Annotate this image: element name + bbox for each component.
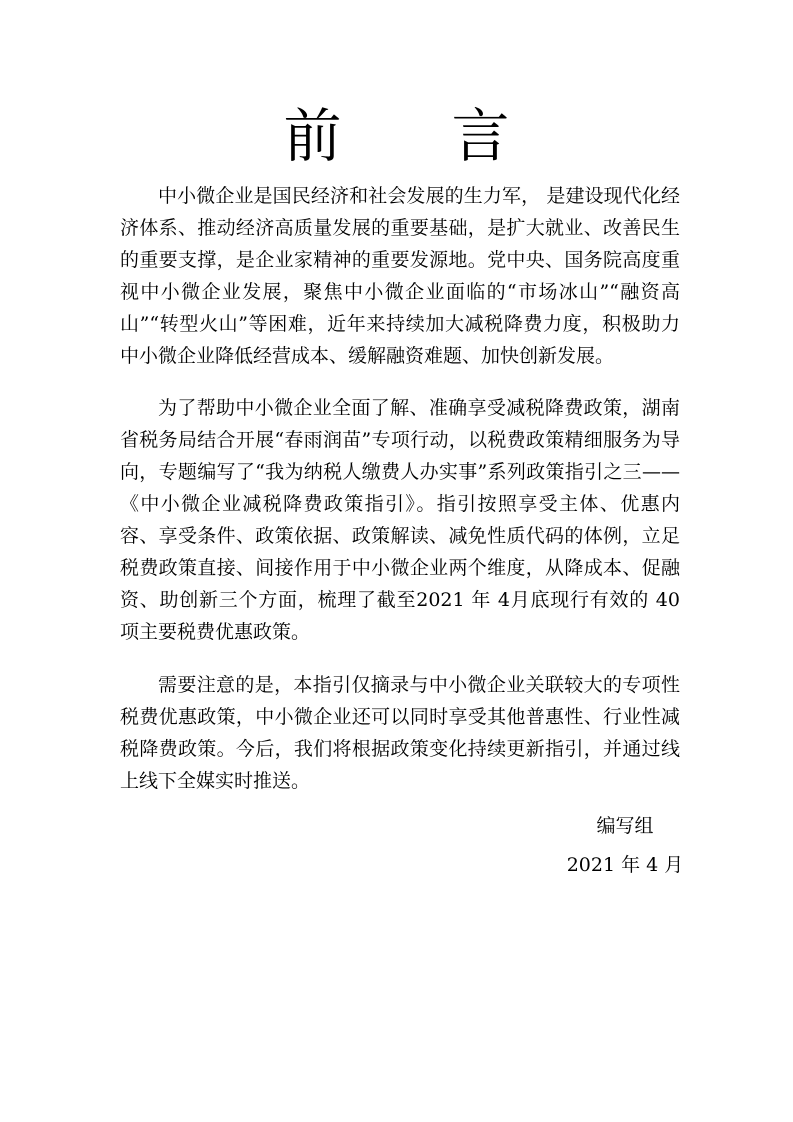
paragraph-3: 需要注意的是，本指引仅摘录与中小微企业关联较大的专项性税费优惠政策，中小微企业还可以同时享受其他普惠性、行业性减税降费政策。今后，我们将根据政策变化持续更新指引，并通过线上线下全媒实时推送。	[120, 674, 680, 792]
title-char-2: 言	[451, 102, 510, 170]
paragraph-2: 为了帮助中小微企业全面了解、准确享受减税降费政策，湖南省税务局结合开展“春雨润苗”专项行动，以税费政策精细服务为导向，专题编写了“我为纳税人缴费人办实事”系列政策指引之三——《中小微企业减税降费政策指引》。指引按照享受主体、优惠内容、享受条件、政策依据、政策解读、减免性质代码的体例，立足税费政策直接、间接作用于中小微企业两个维度，从降成本、促融资、助创新三个方面，梳理了截至2021 年 4月底现行有效的 40 项主要税费优惠政策。	[120, 397, 680, 643]
title-char-1: 前	[283, 102, 342, 170]
paragraph-1: 中小微企业是国民经济和社会发展的生力军， 是建设现代化经济体系、推动经济高质量发展的重要基础，是扩大就业、改善民生的重要支撑，是企业家精神的重要发源地。党中央、国务院高度重视中小微企业发展，聚焦中小微企业面临的“市场冰山”“融资高山”“转型火山”等困难，近年来持续加大减税降费力度，积极助力中小微企业降低经营成本、缓解融资难题、加快创新发展。	[120, 185, 680, 367]
signature-org: 编写组	[596, 815, 654, 837]
signature-date: 2021 年 4 月	[566, 854, 684, 876]
body-text	[120, 180, 680, 797]
page-title	[0, 100, 793, 172]
